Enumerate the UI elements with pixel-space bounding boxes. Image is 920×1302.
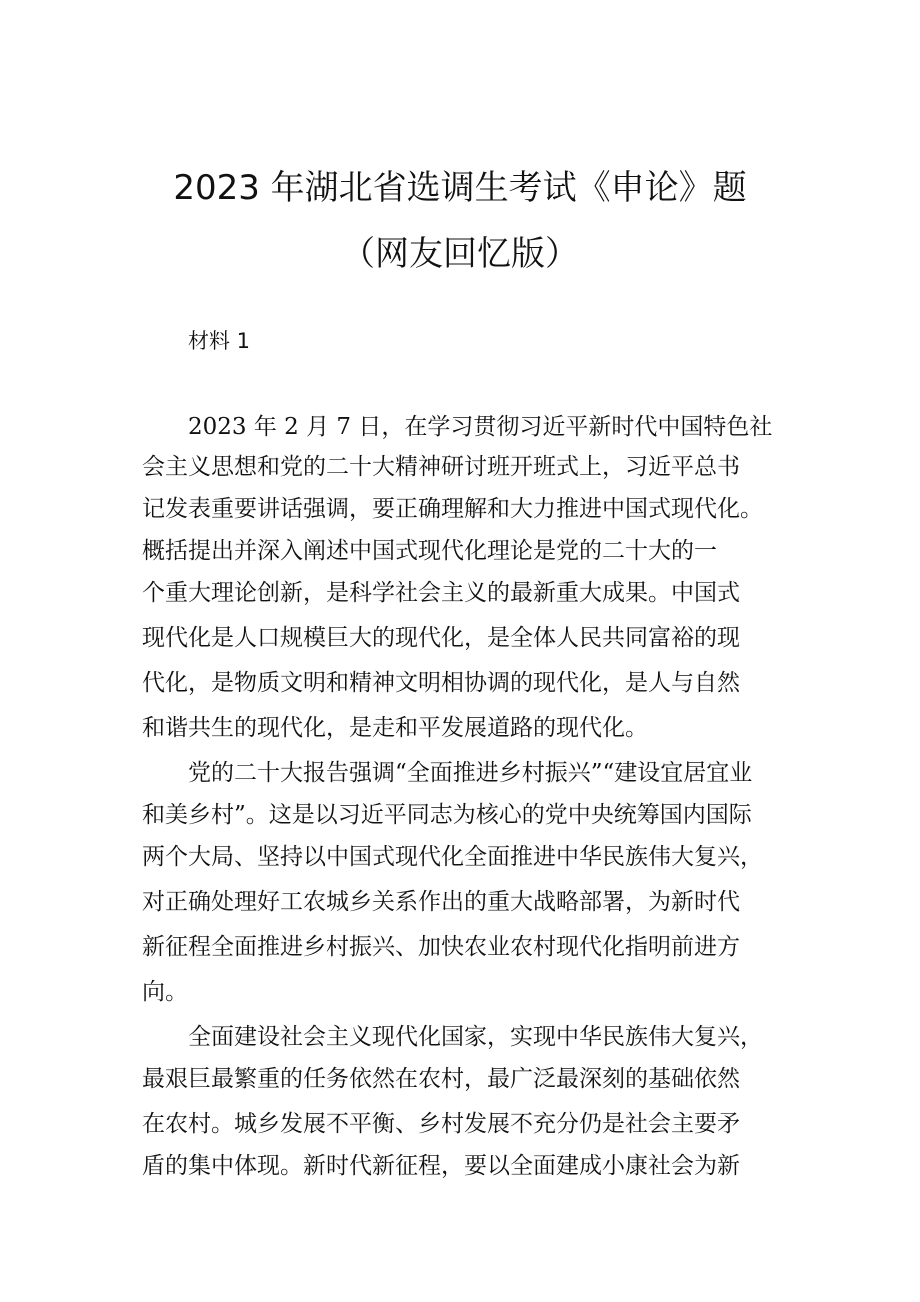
section-label: 材料 1 xyxy=(188,329,251,353)
paragraph-1-line-2: 会主义思想和党的二十大精神研讨班开班式上，习近平总书 xyxy=(142,454,740,480)
paragraph-2-line-2: 和美乡村”。这是以习近平同志为核心的党中央统筹国内国际 xyxy=(142,802,752,828)
paragraph-2-line-1: 党的二十大报告强调“全面推进乡村振兴”“建设宜居宜业 xyxy=(188,760,753,786)
paragraph-2-line-5: 新征程全面推进乡村振兴、加快农业农村现代化指明前进方 xyxy=(142,934,740,960)
paragraph-1-line-4: 概括提出并深入阐述中国式现代化理论是党的二十大的一 xyxy=(142,538,717,564)
paragraph-2-line-6: 向。 xyxy=(142,979,188,1005)
paragraph-1-line-1: 2023 年 2 月 7 日，在学习贯彻习近平新时代中国特色社 xyxy=(188,414,773,440)
document-title: 2023 年湖北省选调生考试《申论》题 xyxy=(173,168,747,208)
document-subtitle: （网友回忆版） xyxy=(341,234,579,274)
paragraph-1-line-6: 现代化是人口规模巨大的现代化，是全体人民共同富裕的现 xyxy=(142,625,740,651)
paragraph-3-line-1: 全面建设社会主义现代化国家，实现中华民族伟大复兴， xyxy=(188,1024,763,1050)
paragraph-2-line-4: 对正确处理好工农城乡关系作出的重大战略部署，为新时代 xyxy=(142,889,740,915)
paragraph-2-line-3: 两个大局、坚持以中国式现代化全面推进中华民族伟大复兴， xyxy=(142,844,763,870)
paragraph-1-line-8: 和谐共生的现代化，是走和平发展道路的现代化。 xyxy=(142,715,648,741)
paragraph-3-line-4: 盾的集中体现。新时代新征程，要以全面建成小康社会为新 xyxy=(142,1153,740,1179)
paragraph-1-line-5: 个重大理论创新，是科学社会主义的最新重大成果。中国式 xyxy=(142,580,740,606)
paragraph-1-line-3: 记发表重要讲话强调，要正确理解和大力推进中国式现代化。 xyxy=(142,496,763,522)
paragraph-3-line-2: 最艰巨最繁重的任务依然在农村，最广泛最深刻的基础依然 xyxy=(142,1066,740,1092)
paragraph-3-line-3: 在农村。城乡发展不平衡、乡村发展不充分仍是社会主要矛 xyxy=(142,1111,740,1137)
paragraph-1-line-7: 代化，是物质文明和精神文明相协调的现代化，是人与自然 xyxy=(142,670,740,696)
